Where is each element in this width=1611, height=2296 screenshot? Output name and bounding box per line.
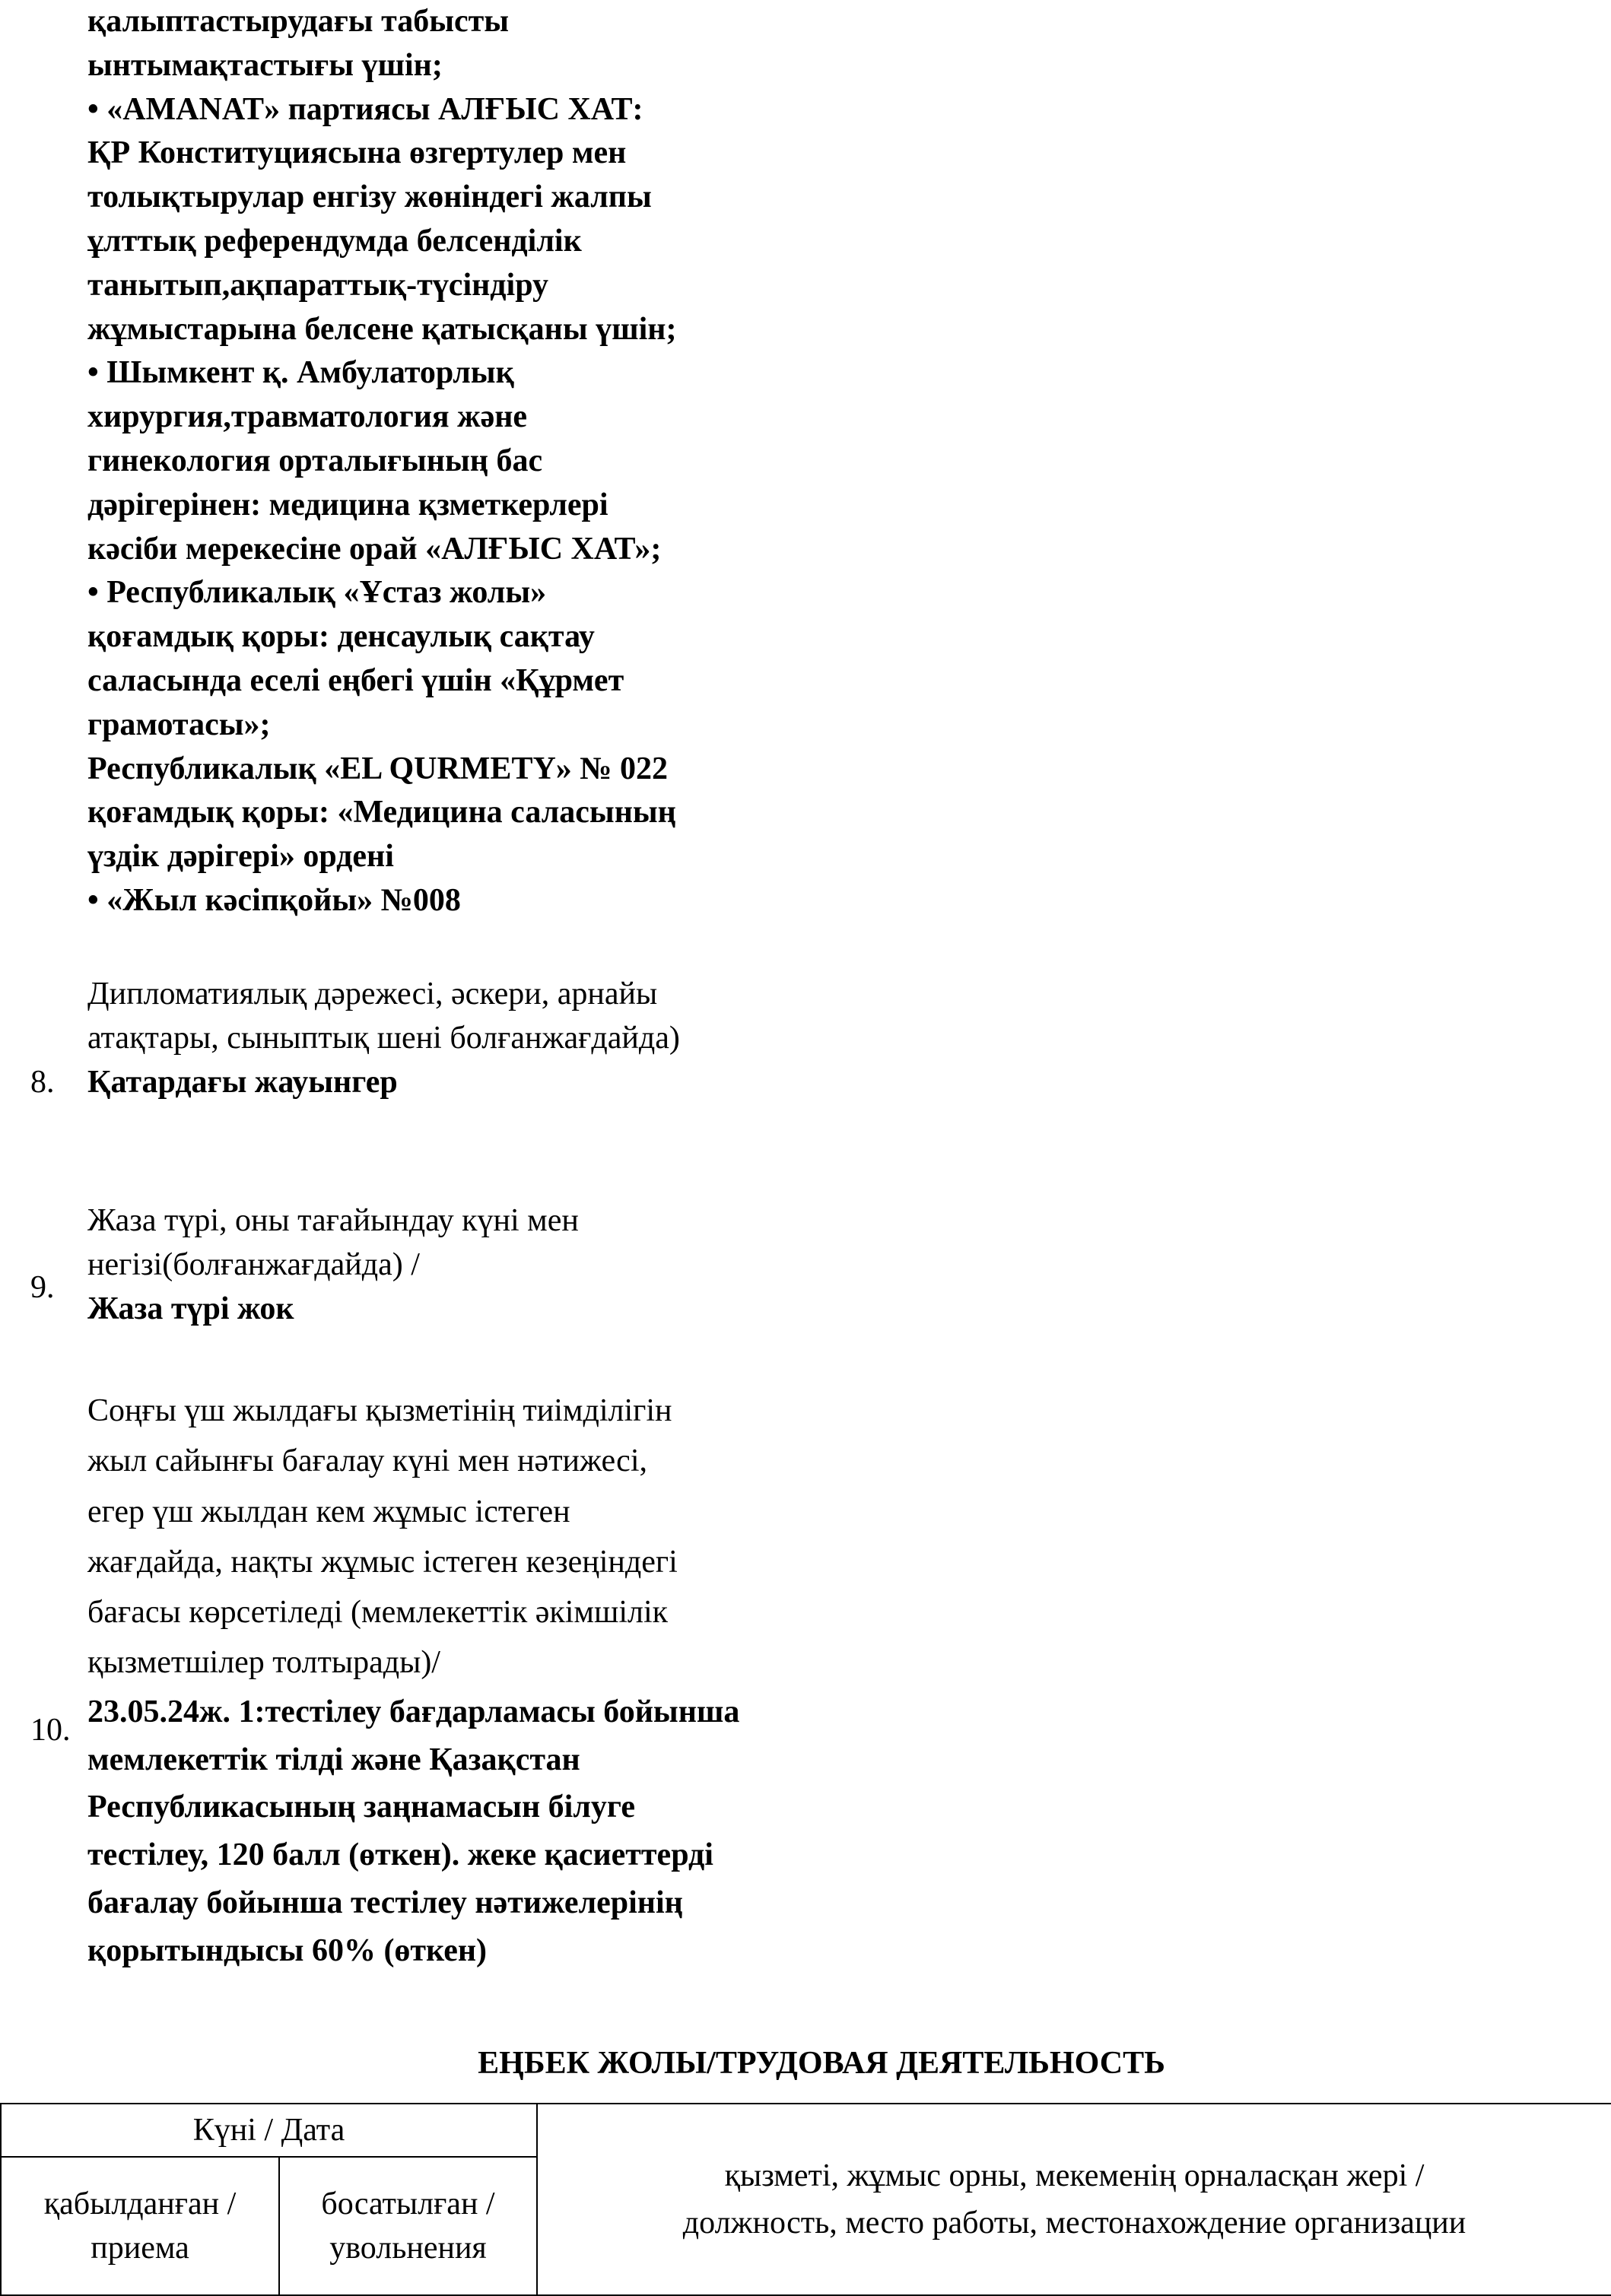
section-8-number: 8.: [30, 1065, 55, 1100]
end-date-header-cell: [279, 2157, 537, 2295]
awards-line: қалыптастырудағы табысты: [87, 4, 510, 39]
date-header-cell: Күні / Дата: [1, 2104, 537, 2157]
section-10-label-line: бағасы көрсетіледі (мемлекеттік әкімшілік: [87, 1595, 669, 1631]
section-10-value-line: Республикасының заңнамасын білуге: [87, 1789, 636, 1825]
awards-line: толықтырулар енгізу жөніндегі жалпы: [87, 179, 652, 215]
awards-line: хирургия,травматология және: [87, 399, 528, 435]
awards-line: қоғамдық қоры: «Медицина саласының: [87, 795, 676, 830]
section-10-value: [87, 1688, 818, 1974]
section-9-label: [87, 1199, 818, 1287]
description-header-line: должность, место работы, местонахождение организации: [682, 2205, 1466, 2240]
section-8-label-line: Дипломатиялық дәрежесі, әскери, арнайы: [87, 977, 658, 1011]
description-header-cell: [537, 2104, 1611, 2295]
section-9-label-line: Жаза түрі, оны тағайындау күні мен: [87, 1203, 579, 1238]
section-9-number: 9.: [30, 1270, 55, 1305]
awards-line: үздік дәрігері» ордені: [87, 839, 394, 875]
awards-line: ҚР Конституциясына өзгертулер мен: [87, 135, 627, 171]
section-10-label-line: қызметшілер толтырады)/: [87, 1645, 440, 1681]
awards-line: • «Жыл кәсіпқойы» №008: [87, 882, 461, 918]
start-date-header-cell: [1, 2157, 279, 2295]
start-date-header-line: қабылданған /: [43, 2186, 237, 2221]
work-history-title: ЕҢБЕК ЖОЛЫ/ТРУДОВАЯ ДЕЯТЕЛЬНОСТЬ: [478, 2046, 1165, 2081]
end-date-header-line: босатылған /: [321, 2186, 495, 2221]
awards-list: [87, 0, 818, 923]
awards-line: • Республикалық «Ұстаз жолы»: [87, 575, 547, 611]
awards-line: • «AMANAT» партиясы АЛҒЫС ХАТ:: [87, 91, 643, 127]
section-8-value: Қатардағы жауынгер: [87, 1065, 398, 1100]
section-10-label: [87, 1386, 818, 1688]
awards-line: қоғамдық қоры: денсаулық сақтау: [87, 619, 595, 655]
section-10-value-line: қорытындысы 60% (өткен): [87, 1932, 488, 1968]
awards-line: гинекология орталығының бас: [87, 443, 543, 478]
section-8-label: [87, 972, 818, 1060]
section-10-value-line: мемлекеттік тілді және Қазақстан: [87, 1742, 580, 1777]
section-10-label-line: жағдайда, нақты жұмыс істеген кезеңіндегі: [87, 1544, 678, 1580]
awards-line: • Шымкент қ. Амбулаторлық: [87, 355, 514, 391]
awards-line: ынтымақтастығы үшін;: [87, 47, 443, 83]
awards-line: танытып,ақпараттық-түсіндіру: [87, 267, 549, 303]
section-10-label-line: жыл сайынғы бағалау күні мен нәтижесі,: [87, 1443, 647, 1479]
section-8-label-line: атақтары, сыныптық шені болғанжағдайда): [87, 1021, 680, 1056]
section-10-value-line: 23.05.24ж. 1:тестілеу бағдарламасы бойынша: [87, 1694, 740, 1729]
work-history-table: [0, 2103, 1611, 2296]
section-9-value: Жаза түрі жок: [87, 1291, 294, 1326]
section-10-value-line: бағалау бойынша тестілеу нәтижелерінің: [87, 1885, 683, 1920]
awards-line: жұмыстарына белсене қатысқаны үшін;: [87, 311, 677, 347]
section-10-label-line: Соңғы үш жылдағы қызметінің тиімділігін: [87, 1393, 672, 1428]
section-10-number: 10.: [30, 1713, 71, 1748]
awards-line: Республикалық «EL QURMETY» № 022: [87, 751, 668, 786]
start-date-header-line: приема: [91, 2231, 189, 2266]
section-10-label-line: егер үш жылдан кем жұмыс істеген: [87, 1494, 570, 1529]
awards-line: грамотасы»;: [87, 707, 271, 742]
awards-line: ұлттық референдумда белсенділік: [87, 223, 582, 259]
section-9-label-line: негізі(болғанжағдайда) /: [87, 1247, 420, 1282]
end-date-header-line: увольнения: [329, 2231, 487, 2266]
section-10-value-line: тестілеу, 120 балл (өткен). жеке қасиеттерді: [87, 1837, 713, 1873]
awards-line: дәрігерінен: медицина қзметкерлері: [87, 487, 608, 522]
awards-line: саласында еселі еңбегі үшін «Құрмет: [87, 662, 624, 698]
description-header-line: қызметі, жұмыс орны, мекеменің орналасқан жері /: [724, 2158, 1425, 2193]
awards-line: кәсіби мерекесіне орай «АЛҒЫС ХАТ»;: [87, 531, 662, 567]
